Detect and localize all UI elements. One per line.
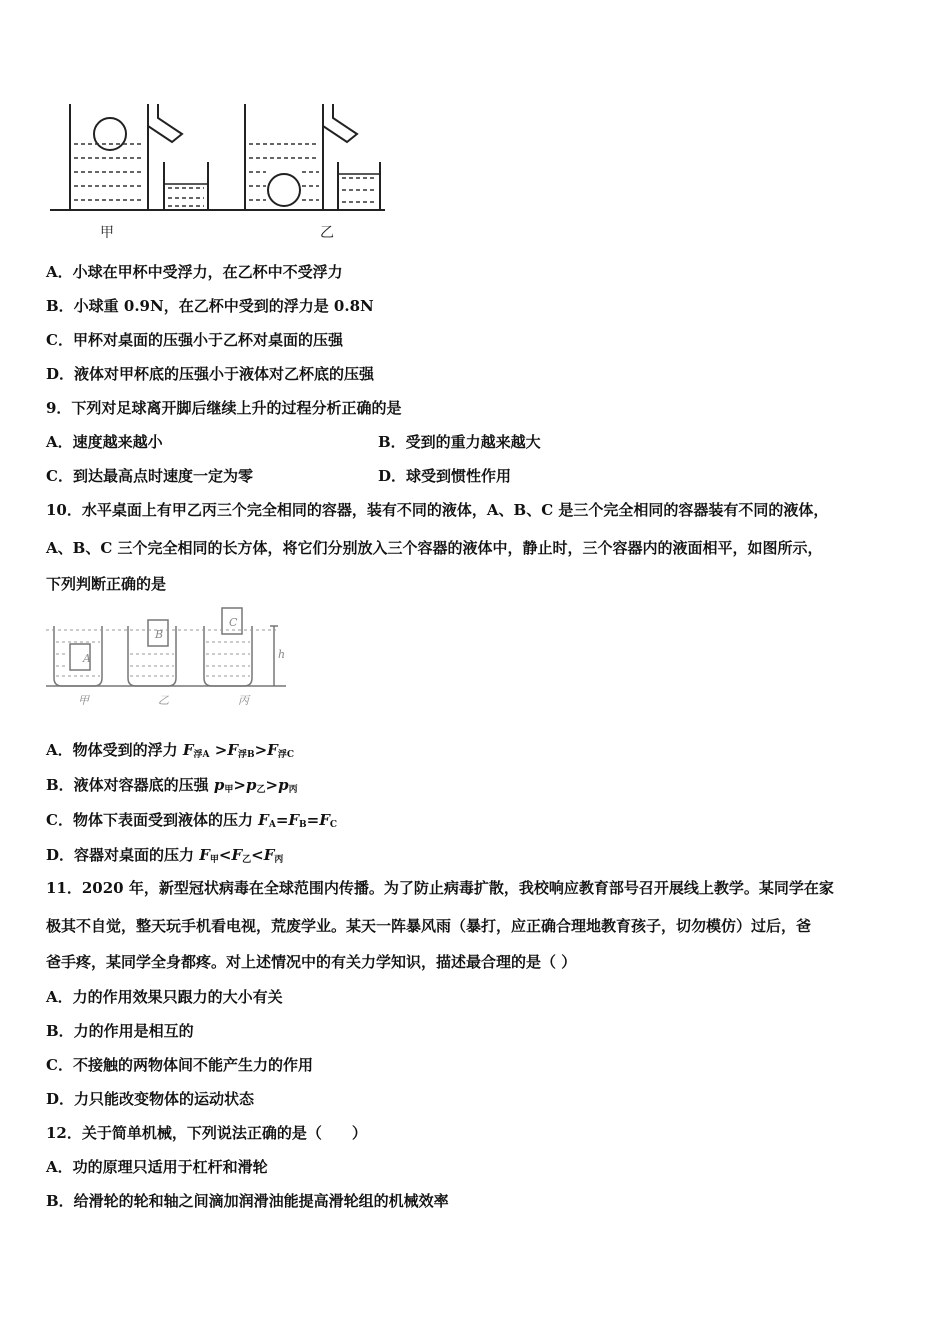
q10-b-p2: p <box>246 776 257 794</box>
q10-b-sub3: 丙 <box>288 785 298 795</box>
block-label-a: A <box>83 652 91 665</box>
figure1-label-right: 乙 <box>320 225 334 241</box>
q10-c-eq2: = <box>306 811 320 829</box>
q10-d-f3: F <box>263 846 275 864</box>
q10-a-f3: F <box>267 741 278 759</box>
q8-option-b: B．小球重 0.9N，在乙杯中受到的浮力是 0.8N <box>46 297 374 315</box>
q10-c-prefix: C．物体下表面受到液体的压力 <box>46 811 259 829</box>
q11-stem-line3: 爸手疼，某同学全身都疼。对上述情况中的有关力学知识，描述最合理的是（ ） <box>46 953 577 971</box>
figure1-label-left: 甲 <box>100 225 114 241</box>
q10-b-sub1: 甲 <box>224 785 234 795</box>
q9-option-d: D．球受到惯性作用 <box>378 467 512 485</box>
q10-b-p1: p <box>213 776 225 794</box>
container-label-bing: 丙 <box>238 694 249 707</box>
q11-option-c: C．不接触的两物体间不能产生力的作用 <box>46 1056 313 1074</box>
q10-a-sub3: 浮C <box>277 750 294 760</box>
q10-d-f1: F <box>199 846 210 864</box>
q12-stem: 12．关于简单机械，下列说法正确的是（ ） <box>46 1124 367 1142</box>
q10-b-gt1: > <box>233 776 246 794</box>
q11-stem-line1: 11．2020 年，新型冠状病毒在全球范围内传播。为了防止病毒扩散，我校响应教育部号召开展线上教学。某同学在家 <box>46 879 834 897</box>
q10-c-sub3: C <box>329 820 338 830</box>
q8-option-a: A．小球在甲杯中受浮力，在乙杯中不受浮力 <box>46 263 343 281</box>
q10-stem-line3: 下列判断正确的是 <box>46 575 167 593</box>
q12-option-a: A．功的原理只适用于杠杆和滑轮 <box>46 1158 268 1176</box>
container-label-jia: 甲 <box>78 694 89 707</box>
q10-c-sub1: A <box>268 820 276 830</box>
q11-option-a: A．力的作用效果只跟力的大小有关 <box>46 988 283 1006</box>
q10-c-eq1: = <box>275 811 289 829</box>
q10-stem-line1: 10．水平桌面上有甲乙丙三个完全相同的容器，装有不同的液体，A、B、C 是三个完全相同的容器装有不同的液体， <box>46 501 829 519</box>
q10-d-sub1: 甲 <box>209 855 219 865</box>
q10-b-sub2: 乙 <box>256 785 266 795</box>
container-label-yi: 乙 <box>158 694 169 707</box>
q10-c-f1: F <box>258 811 269 829</box>
q10-a-f2: F <box>227 741 238 759</box>
q10-c-sub2: B <box>299 820 307 830</box>
q10-b-gt2: > <box>265 776 279 794</box>
q10-d-sub3: 丙 <box>274 855 284 865</box>
q10-d-prefix: D．容器对桌面的压力 <box>46 846 200 864</box>
q10-d-f2: F <box>231 846 243 864</box>
q9-stem: 9．下列对足球离开脚后继续上升的过程分析正确的是 <box>46 399 402 417</box>
q8-option-d: D．液体对甲杯底的压强小于液体对乙杯底的压强 <box>46 365 375 383</box>
q10-d-sub2: 乙 <box>242 855 252 865</box>
q10-stem-line2: A、B、C 三个完全相同的长方体，将它们分别放入三个容器的液体中，静止时，三个容器内的液面相平，如图所示， <box>46 539 823 557</box>
q8-option-c: C．甲杯对桌面的压强小于乙杯对桌面的压强 <box>46 331 343 349</box>
q10-a-gt2: > <box>254 741 268 759</box>
q9-option-b: B．受到的重力越来越大 <box>378 433 541 451</box>
height-label: h <box>278 648 286 661</box>
q10-option-b <box>46 775 298 800</box>
q10-d-lt2: < <box>251 846 264 864</box>
q10-b-prefix: B．液体对容器底的压强 <box>46 776 214 794</box>
q10-b-p3: p <box>278 776 289 794</box>
q11-option-d: D．力只能改变物体的运动状态 <box>46 1090 255 1108</box>
q10-c-f3: F <box>319 811 330 829</box>
q11-option-b: B．力的作用是相互的 <box>46 1022 194 1040</box>
q10-option-d <box>46 845 283 870</box>
block-label-b: B <box>155 628 164 641</box>
q10-a-sub2: 浮B <box>237 750 255 760</box>
q10-option-a <box>46 740 294 765</box>
overflow-cup-figure <box>40 98 390 218</box>
q10-option-c <box>46 810 337 835</box>
q9-option-c: C．到达最高点时速度一定为零 <box>46 467 253 485</box>
q10-a-prefix: A．物体受到的浮力 <box>46 741 183 759</box>
q10-d-lt1: < <box>218 846 232 864</box>
q10-c-f2: F <box>288 811 300 829</box>
q10-a-gt1: > <box>209 741 228 759</box>
q12-option-b: B．给滑轮的轮和轴之间滴加润滑油能提高滑轮组的机械效率 <box>46 1192 449 1210</box>
block-label-c: C <box>229 616 238 629</box>
q11-stem-line2: 极其不自觉，整天玩手机看电视，荒废学业。某天一阵暴风雨（暴打，应正确合理地教育孩子，切勿模仿）过后，爸 <box>46 917 812 935</box>
q10-a-f1: F <box>182 741 194 759</box>
q9-option-a: A．速度越来越小 <box>46 433 163 451</box>
q10-a-sub1: 浮A <box>193 750 210 760</box>
